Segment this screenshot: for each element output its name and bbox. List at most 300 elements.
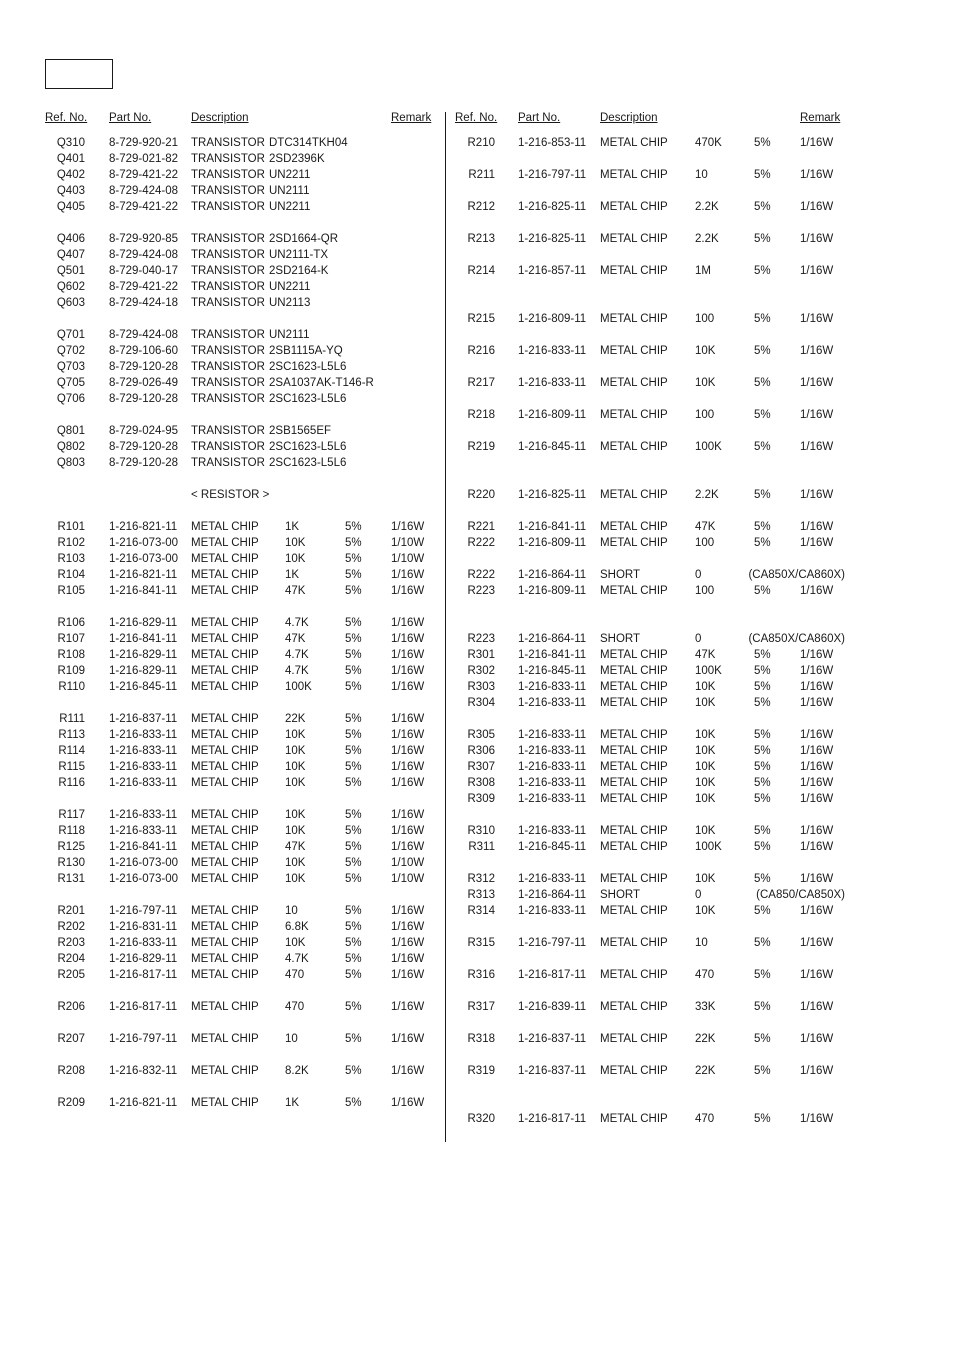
- part-number: 1-216-809-11: [518, 537, 587, 549]
- list-item: [0, 631, 954, 647]
- tolerance: 5%: [345, 841, 362, 853]
- list-item: [0, 743, 954, 759]
- right-header-remark: Remark: [800, 112, 841, 124]
- part-number: 1-216-833-11: [518, 777, 587, 789]
- ref-number: R223: [467, 633, 495, 645]
- tolerance: 5%: [345, 713, 362, 725]
- description: TRANSISTOR: [191, 137, 265, 149]
- description: METAL CHIP: [600, 825, 668, 837]
- part-number: 1-216-073-00: [109, 553, 179, 565]
- ref-number: Q407: [56, 249, 85, 261]
- remark: 1/16W: [800, 745, 834, 757]
- value: 10K: [695, 745, 716, 757]
- ref-number: R215: [467, 313, 495, 325]
- remark: 1/16W: [391, 569, 425, 581]
- value: UN2111: [269, 329, 310, 341]
- list-item: [0, 455, 954, 471]
- list-item: [0, 615, 954, 631]
- value: 10: [695, 937, 708, 949]
- part-number: 1-216-829-11: [109, 617, 178, 629]
- remark: 1/16W: [391, 937, 425, 949]
- tolerance: 5%: [754, 729, 771, 741]
- remark: 1/16W: [800, 969, 834, 981]
- list-item: [0, 775, 954, 791]
- tolerance: 5%: [345, 809, 362, 821]
- part-number: 1-216-829-11: [109, 649, 178, 661]
- part-number: 8-729-424-08: [109, 329, 179, 341]
- part-number: 1-216-864-11: [518, 889, 587, 901]
- ref-number: R110: [58, 681, 85, 693]
- ref-number: R213: [467, 233, 495, 245]
- ref-number: Q802: [56, 441, 85, 453]
- description: TRANSISTOR: [191, 249, 265, 261]
- remark: 1/10W: [391, 857, 425, 869]
- tolerance: 5%: [345, 905, 362, 917]
- value: 2SA1037AK-T146-R: [269, 377, 374, 389]
- description: METAL CHIP: [191, 809, 259, 821]
- ref-number: Q801: [56, 425, 85, 437]
- ref-number: Q406: [56, 233, 85, 245]
- ref-number: R316: [467, 969, 495, 981]
- value: 470: [695, 1113, 715, 1125]
- ref-number: R320: [467, 1113, 495, 1125]
- ref-number: R312: [467, 873, 495, 885]
- part-number: 1-216-845-11: [518, 841, 587, 853]
- remark: 1/16W: [800, 825, 834, 837]
- remark: 1/16W: [800, 521, 834, 533]
- list-item: [0, 871, 954, 887]
- value: 470: [285, 1001, 305, 1013]
- ref-number: R318: [467, 1033, 495, 1045]
- tolerance: 5%: [754, 1001, 771, 1013]
- remark: 1/16W: [391, 1065, 425, 1077]
- ref-number: R202: [57, 921, 85, 933]
- left-header-description: Description: [191, 112, 249, 124]
- section-heading: < RESISTOR >: [191, 489, 270, 501]
- description: METAL CHIP: [600, 969, 668, 981]
- right-header-ref: Ref. No.: [455, 112, 498, 124]
- value: 33K: [695, 1001, 716, 1013]
- part-number: 1-216-833-11: [518, 681, 587, 693]
- ref-number: R313: [467, 889, 495, 901]
- description: METAL CHIP: [600, 313, 668, 325]
- tolerance: 5%: [754, 537, 771, 549]
- part-number: 1-216-833-11: [518, 905, 587, 917]
- value: 22K: [695, 1065, 716, 1077]
- description: METAL CHIP: [600, 137, 668, 149]
- ref-number: R220: [467, 489, 495, 501]
- ref-number: R102: [57, 537, 85, 549]
- ref-number: R210: [467, 137, 495, 149]
- value: 8.2K: [285, 1065, 309, 1077]
- value: 2SB1115A-YQ: [269, 345, 343, 357]
- list-item: [0, 711, 954, 727]
- value: 10: [695, 169, 708, 181]
- part-number: 8-729-920-21: [109, 137, 179, 149]
- part-number: 1-216-833-11: [518, 761, 587, 773]
- remark: 1/16W: [391, 1097, 425, 1109]
- description: TRANSISTOR: [191, 377, 265, 389]
- tolerance: 5%: [754, 793, 771, 805]
- description: METAL CHIP: [191, 553, 259, 565]
- remark: 1/16W: [800, 169, 834, 181]
- ref-number: R305: [467, 729, 495, 741]
- ref-number: R113: [58, 729, 85, 741]
- tolerance: 5%: [754, 521, 771, 533]
- part-number: 1-216-833-11: [518, 745, 587, 757]
- part-number: 1-216-833-11: [109, 761, 178, 773]
- description: METAL CHIP: [600, 777, 668, 789]
- description: METAL CHIP: [191, 585, 259, 597]
- remark: 1/16W: [391, 521, 425, 533]
- ref-number: R109: [57, 665, 85, 677]
- ref-number: R114: [58, 745, 85, 757]
- description: METAL CHIP: [600, 585, 668, 597]
- description: METAL CHIP: [600, 169, 668, 181]
- description: METAL CHIP: [191, 745, 259, 757]
- remark: 1/16W: [391, 777, 425, 789]
- ref-number: R104: [57, 569, 85, 581]
- value: 4.7K: [285, 617, 309, 629]
- description: SHORT: [600, 889, 641, 901]
- list-item: [0, 695, 954, 711]
- part-number: 1-216-821-11: [109, 1097, 178, 1109]
- tolerance: 5%: [345, 937, 362, 949]
- value: 2.2K: [695, 233, 719, 245]
- remark: 1/16W: [800, 665, 834, 677]
- list-item: [0, 167, 954, 183]
- value: UN2111: [269, 185, 310, 197]
- ref-number: Q705: [56, 377, 85, 389]
- ref-number: Q803: [56, 457, 85, 469]
- ref-number: R201: [57, 905, 85, 917]
- ref-number: R221: [467, 521, 495, 533]
- value: 100: [695, 409, 715, 421]
- list-item: [0, 823, 954, 839]
- list-item: [0, 951, 954, 967]
- part-number: 1-216-841-11: [518, 649, 587, 661]
- left-header-ref: Ref. No.: [45, 112, 88, 124]
- ref-number: R302: [467, 665, 495, 677]
- value: 4.7K: [285, 953, 309, 965]
- value: 10K: [695, 697, 716, 709]
- description: METAL CHIP: [191, 841, 259, 853]
- part-number: 1-216-809-11: [518, 313, 587, 325]
- value: 2SC1623-L5L6: [269, 361, 347, 373]
- part-number: 8-729-120-28: [109, 361, 179, 373]
- part-number: 1-216-825-11: [518, 489, 587, 501]
- list-item: [0, 807, 954, 823]
- ref-number: R108: [57, 649, 85, 661]
- tolerance: 5%: [345, 953, 362, 965]
- description: METAL CHIP: [600, 745, 668, 757]
- tolerance: 5%: [754, 233, 771, 245]
- remark: 1/16W: [800, 777, 834, 789]
- part-number: 1-216-864-11: [518, 633, 587, 645]
- value: 1K: [285, 1097, 300, 1109]
- list-item: [0, 183, 954, 199]
- value: 10K: [695, 729, 716, 741]
- part-number: 1-216-841-11: [109, 633, 178, 645]
- description: METAL CHIP: [191, 761, 259, 773]
- tolerance: 5%: [345, 857, 362, 869]
- description: METAL CHIP: [600, 233, 668, 245]
- ref-number: R303: [467, 681, 495, 693]
- part-number: 8-729-421-22: [109, 169, 179, 181]
- part-number: 1-216-833-11: [109, 937, 178, 949]
- remark: 1/16W: [800, 1033, 834, 1045]
- remark: 1/16W: [800, 345, 834, 357]
- remark: 1/16W: [800, 649, 834, 661]
- description: METAL CHIP: [600, 937, 668, 949]
- remark: 1/16W: [800, 729, 834, 741]
- part-number: 1-216-833-11: [109, 809, 178, 821]
- tolerance: 5%: [345, 649, 362, 661]
- part-number: 1-216-817-11: [518, 1113, 587, 1125]
- ref-number: R307: [467, 761, 495, 773]
- value: 100K: [695, 841, 722, 853]
- value: 2SD2396K: [269, 153, 325, 165]
- tolerance: 5%: [345, 1065, 362, 1077]
- tolerance: 5%: [345, 873, 362, 885]
- description: METAL CHIP: [191, 665, 259, 677]
- remark: 1/16W: [391, 745, 425, 757]
- remark: 1/16W: [800, 201, 834, 213]
- ref-number: R219: [467, 441, 495, 453]
- list-item: [0, 887, 954, 903]
- tolerance: 5%: [754, 841, 771, 853]
- value: 100K: [695, 441, 722, 453]
- list-item: [0, 663, 954, 679]
- description: METAL CHIP: [191, 649, 259, 661]
- description: METAL CHIP: [191, 537, 259, 549]
- part-number: 1-216-832-11: [109, 1065, 178, 1077]
- description: METAL CHIP: [191, 1097, 259, 1109]
- part-number: 1-216-833-11: [518, 825, 587, 837]
- tolerance: 5%: [345, 617, 362, 629]
- ref-number: Q401: [56, 153, 85, 165]
- tolerance: 5%: [754, 169, 771, 181]
- ref-number: R211: [468, 169, 495, 181]
- description: METAL CHIP: [191, 569, 259, 581]
- description: METAL CHIP: [191, 953, 259, 965]
- value: 10K: [695, 873, 716, 885]
- tolerance: 5%: [754, 377, 771, 389]
- remark: 1/16W: [800, 233, 834, 245]
- value: UN2211: [269, 281, 311, 293]
- value: 10K: [695, 377, 716, 389]
- tolerance: 5%: [754, 825, 771, 837]
- description: METAL CHIP: [600, 649, 668, 661]
- value: 100: [695, 537, 715, 549]
- part-number: 1-216-831-11: [109, 921, 178, 933]
- list-item: [0, 839, 954, 855]
- ref-number: R222: [467, 569, 495, 581]
- part-number: 8-729-026-49: [109, 377, 179, 389]
- part-number: 1-216-829-11: [109, 953, 178, 965]
- part-number: 1-216-853-11: [518, 137, 587, 149]
- part-number: 1-216-821-11: [109, 569, 178, 581]
- description: METAL CHIP: [191, 921, 259, 933]
- part-number: 1-216-837-11: [518, 1033, 587, 1045]
- value: UN2211: [269, 169, 311, 181]
- part-number: 8-729-120-28: [109, 393, 179, 405]
- value: UN2111-TX: [269, 249, 329, 261]
- remark: 1/16W: [391, 969, 425, 981]
- remark: 1/16W: [391, 953, 425, 965]
- description: TRANSISTOR: [191, 153, 265, 165]
- description: TRANSISTOR: [191, 393, 265, 405]
- list-item: [0, 967, 954, 983]
- part-number: 1-216-797-11: [109, 1033, 178, 1045]
- part-number: 1-216-864-11: [518, 569, 587, 581]
- part-number: 1-216-073-00: [109, 537, 179, 549]
- remark: 1/16W: [391, 905, 425, 917]
- list-item: [0, 791, 954, 807]
- part-number: 1-216-841-11: [109, 841, 178, 853]
- ref-number: R117: [58, 809, 85, 821]
- remark: 1/16W: [800, 489, 834, 501]
- value: 2SC1623-L5L6: [269, 457, 347, 469]
- ref-number: R314: [467, 905, 495, 917]
- ref-number: Q310: [56, 137, 85, 149]
- description: METAL CHIP: [600, 761, 668, 773]
- remark: 1/16W: [800, 905, 834, 917]
- part-number: 8-729-106-60: [109, 345, 179, 357]
- description: TRANSISTOR: [191, 265, 265, 277]
- value: 10K: [695, 345, 716, 357]
- tolerance: 5%: [345, 825, 362, 837]
- ref-number: R208: [57, 1065, 85, 1077]
- ref-number: Q701: [56, 329, 85, 341]
- remark: 1/16W: [391, 809, 425, 821]
- value: 4.7K: [285, 649, 309, 661]
- description: METAL CHIP: [600, 1001, 668, 1013]
- value: 22K: [695, 1033, 716, 1045]
- ref-number: R222: [467, 537, 495, 549]
- list-item: [0, 935, 954, 951]
- remark: 1/16W: [391, 665, 425, 677]
- remark: 1/16W: [800, 409, 834, 421]
- remark: 1/16W: [800, 265, 834, 277]
- ref-number: Q603: [56, 297, 85, 309]
- part-number: 1-216-837-11: [518, 1065, 587, 1077]
- description: METAL CHIP: [191, 969, 259, 981]
- tolerance: 5%: [345, 1097, 362, 1109]
- remark: 1/16W: [800, 841, 834, 853]
- remark: 1/10W: [391, 553, 425, 565]
- remark: 1/16W: [391, 681, 425, 693]
- ref-number: R319: [467, 1065, 495, 1077]
- tolerance: 5%: [754, 873, 771, 885]
- ref-number: R130: [57, 857, 85, 869]
- description: METAL CHIP: [600, 681, 668, 693]
- value: 0: [695, 569, 702, 581]
- description: METAL CHIP: [600, 377, 668, 389]
- description: METAL CHIP: [600, 1065, 668, 1077]
- value: 22K: [285, 713, 306, 725]
- remark: 1/16W: [391, 1033, 425, 1045]
- description: TRANSISTOR: [191, 441, 265, 453]
- list-item: [0, 391, 954, 407]
- part-number: 8-729-120-28: [109, 457, 179, 469]
- part-number: 8-729-424-08: [109, 249, 179, 261]
- list-item: [0, 407, 954, 423]
- ref-number: Q703: [56, 361, 85, 373]
- part-number: 1-216-817-11: [518, 969, 587, 981]
- description: TRANSISTOR: [191, 361, 265, 373]
- value: 2SC1623-L5L6: [269, 393, 347, 405]
- description: TRANSISTOR: [191, 233, 265, 245]
- value: 2.2K: [695, 489, 719, 501]
- value: 10K: [695, 761, 716, 773]
- remark: 1/16W: [800, 377, 834, 389]
- value: 10K: [695, 793, 716, 805]
- value: 6.8K: [285, 921, 309, 933]
- remark: 1/16W: [391, 633, 425, 645]
- remark: 1/16W: [800, 441, 834, 453]
- ref-number: R214: [467, 265, 495, 277]
- list-item: [0, 583, 954, 599]
- part-number: 1-216-833-11: [518, 873, 587, 885]
- part-number: 8-729-424-08: [109, 185, 179, 197]
- description: METAL CHIP: [191, 617, 259, 629]
- value: 100: [695, 313, 715, 325]
- value: 10: [285, 905, 298, 917]
- remark: 1/16W: [800, 537, 834, 549]
- description: METAL CHIP: [600, 697, 668, 709]
- ref-number: R205: [57, 969, 85, 981]
- description: METAL CHIP: [600, 521, 668, 533]
- value: 10K: [285, 537, 306, 549]
- ref-number: Q706: [56, 393, 85, 405]
- description: METAL CHIP: [600, 265, 668, 277]
- part-number: 1-216-845-11: [518, 665, 587, 677]
- description: METAL CHIP: [191, 937, 259, 949]
- list-item: [0, 855, 954, 871]
- description: METAL CHIP: [191, 1065, 259, 1077]
- part-number: 1-216-857-11: [518, 265, 587, 277]
- part-number: 1-216-809-11: [518, 585, 587, 597]
- description: METAL CHIP: [191, 1001, 259, 1013]
- value: 100K: [695, 665, 722, 677]
- value: 2SB1565EF: [269, 425, 332, 437]
- remark: 1/16W: [391, 585, 425, 597]
- list-item: [0, 343, 954, 359]
- part-number: 1-216-833-11: [109, 777, 178, 789]
- remark: 1/16W: [391, 761, 425, 773]
- part-number: 8-729-920-85: [109, 233, 179, 245]
- list-item: [0, 263, 954, 279]
- remark: 1/16W: [800, 1113, 834, 1125]
- description: METAL CHIP: [600, 729, 668, 741]
- description: METAL CHIP: [600, 489, 668, 501]
- ref-number: R106: [57, 617, 85, 629]
- remark: 1/16W: [800, 681, 834, 693]
- part-number: 1-216-833-11: [518, 697, 587, 709]
- part-number: 1-216-839-11: [518, 1001, 587, 1013]
- value: 1K: [285, 569, 300, 581]
- ref-number: R301: [467, 649, 495, 661]
- list-item: [0, 1111, 954, 1127]
- part-number: 1-216-073-00: [109, 873, 179, 885]
- value: UN2113: [269, 297, 311, 309]
- left-header-part: Part No.: [109, 112, 152, 124]
- ref-number: R116: [58, 777, 85, 789]
- part-number: 1-216-833-11: [518, 345, 587, 357]
- description: METAL CHIP: [191, 873, 259, 885]
- value: 10K: [285, 825, 306, 837]
